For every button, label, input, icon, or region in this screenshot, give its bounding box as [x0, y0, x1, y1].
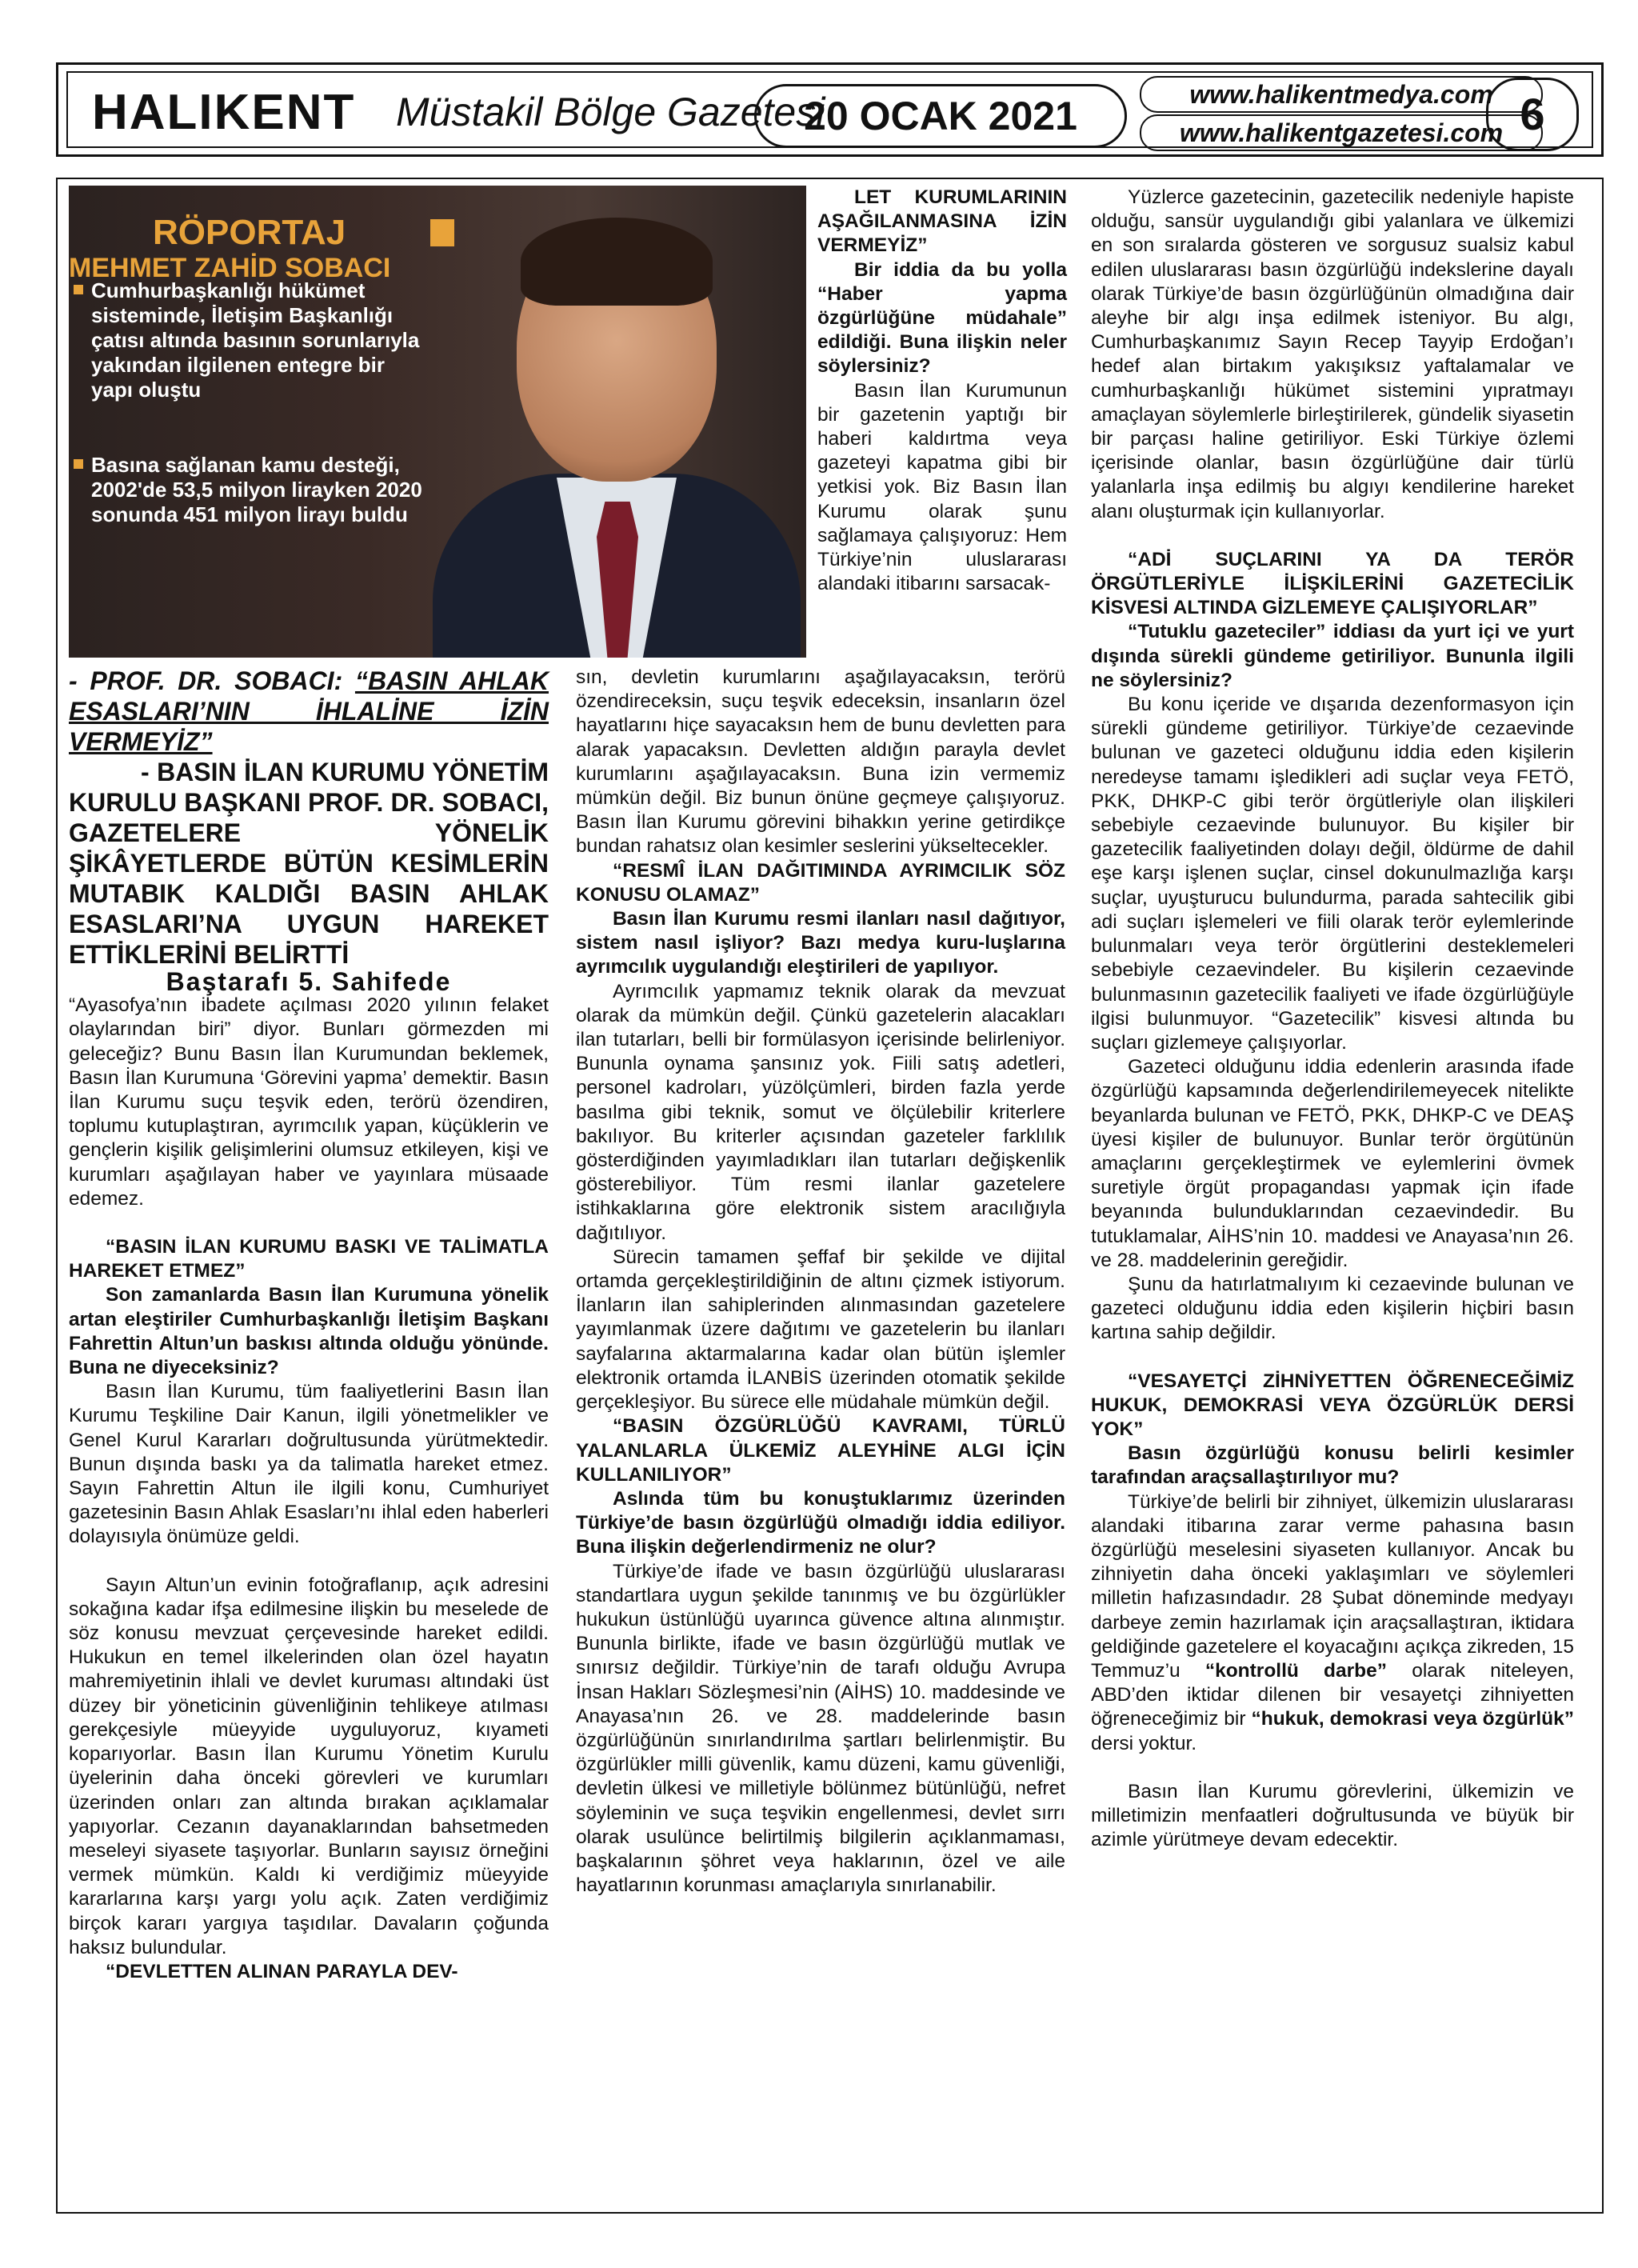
question: Aslında tüm bu konuştuklarımız üzerinden Türkiye’de basın özgürlüğü olmadığı iddia ediliyor. Buna ilişkin değerlendirmeniz ne olur? — [576, 1487, 1065, 1558]
page-number: 6 — [1486, 78, 1579, 151]
text-run-bold: “hukuk, demokrasi veya özgürlük” — [1251, 1708, 1574, 1730]
section-heading: “RESMÎ İLAN DAĞITIMINDA AYRIMCILIK SÖZ KONUSU OLAMAZ” — [576, 859, 1065, 906]
paragraph — [1091, 1490, 1574, 1756]
text-run-bold: “kontrollü darbe” — [1205, 1659, 1388, 1682]
text-run: dersi yoktur. — [1091, 1732, 1197, 1754]
bullet-icon — [74, 285, 83, 294]
bullet-icon — [74, 459, 83, 469]
section-heading: LET KURUMLARININ AŞAĞILANMASINA İZİN VERMEYİZ” — [817, 186, 1067, 257]
website-url-2[interactable]: www.halikentgazetesi.com — [1140, 114, 1543, 151]
question: “Tutuklu gazeteciler” iddiası da yurt içi ve yurt dışında sürekli gündeme getiriliyor. Bununla ilgili ne söylersiniz? — [1091, 621, 1574, 691]
paragraph: Sayın Altun’un evinin fotoğraflanıp, açık adresini sokağına kadar ifşa edilmesine ilişkin bu meselede de söz konusu mevzuat çerçevesinde hareket edildi. Hukukun en temel ilkelerinden olan özel hayatın mahremiyetinin ihlali ve devlet kuruması altındaki üst düzey bir yöneticinin güvenliğinin tehlikeye atılması gerekçesiyle müeyyide uyguluyoruz, kıyameti koparıyorlar. Basın İlan Kurumu Yönetim Kurulu üyelerinin daha önceki görevleri ve kurumları üzerinden onları zan altında bırakan açıklamalar yapıyorlar. Cezanın dayanaklarından bahsetmeden meseleyi siyasete taşıyorlar. Bunların sayısız örneğini vermek mümkün. Kaldı ki verdiğimiz müeyyide kararlarına karşı yargı yolu açık. Zaten verdiğimiz birçok kararı yargıya taşıdılar. Davaların çoğunda haksız bulundular. — [69, 1574, 549, 1958]
paragraph: Türkiye’de ifade ve basın özgürlüğü uluslararası standartlara uygun şekilde tanınmış ve bu özgürlükler hukukun üstünlüğü uyarınca güvence altına alınmıştır. Bununla birlikte, ifade ve basın özgürlüğü mutlak ve sınırsız değildir. Türkiye’nin de tarafı olduğu Avrupa İnsan Hakları Sözleşmesi’nin (AİHS) 10. maddesinde ve Anayasa’nın 26. ve 28. maddelerinde basın özgürlüğünün sınırlandırılma şartları belirlenmiştir. Bu özgürlükler milli güvenlik, kamu düzeni, kamu güvenliği, devletin ülkesi ve milletiyle bölünmez bütünlüğü, nefret söyleminin ve suça teşvikin engellenmesi, devlet sırrı olarak usulünce belirtilmiş bilgilerin açıklanmaması, başkalarının şöhret veya haklarının, özel ve aile hayatlarının korunması amaçlarıyla sınırlanabilir. — [576, 1560, 1065, 1897]
paragraph: Yüzlerce gazetecinin, gazetecilik nedeniyle hapiste olduğu, sansür uygulandığı gibi yalanlara ve ülkemizi en son sıralarda gösteren ve sorgusuz sualsiz kabul edilen uluslararası basın özgürlüğü indekslerine dayalı olarak Türkiye’de basın özgürlüğünün olmadığına dair aleyhe bir algı inşa edilmek isteniyor. Bu algı, Cumhurbaşkanımız Sayın Recep Tayyip Erdoğan’ı hedef alan birtakım yakışıksız yaftalamalar ve cumhurbaşkanlığı hükümet sistemini yıpratmayı amaçlayan söylemlerle birleştirilerek, gündelik siyasetin bir parçası haline getiriliyor. Eski Türkiye özlemi içerisinde olanlar, basın özgürlüğüne dair türlü yalanlarla inşa edilmiş bu algıyı kendilerine hareket alanı oluşturmak için kullanıyorlar. — [1091, 186, 1574, 522]
section-heading: “BASIN ÖZGÜRLÜĞÜ KAVRAMI, TÜRLÜ YALANLARLA ÜLKEMİZ ALEYHİNE ALGI İÇİN KULLANILIYOR” — [576, 1415, 1065, 1486]
column-1 — [69, 666, 549, 1984]
question: Basın özgürlüğü konusu belirli kesimler tarafından araçsallaştırılıyor mu? — [1091, 1442, 1574, 1489]
paragraph: Gazeteci olduğunu iddia edenlerin arasında ifade özgürlüğü kapsamında değerlendirilemeyecek nitelikte beyanlarda bulunan ve FETÖ, PKK, DHKP-C ve DEAŞ üyesi kişiler de bulunuyor. Bunlar terör örgütünün amaçlarını gerçekleştirmek ve eylemlerini övmek suretiyle örgüt propagandası yapmak için ifade beyanında bulunduklarından cezaevindedir. Bu tutuklamalar, AİHS’nin 10. maddesi ve Anayasa’nın 26. ve 28. maddelerinin gereğidir. — [1091, 1056, 1574, 1271]
portrait-hair — [521, 218, 713, 306]
text-run: olarak niteleyen, ABD’den iktidar dilenen bir vesayetçi zihniyetten öğreneceğimiz bir — [1091, 1659, 1574, 1730]
headline-1 — [69, 666, 549, 757]
paragraph: Ayrımcılık yapmamız teknik olarak da mevzuat olarak da mümkün değil. Çünkü gazetelerin alacakları ilan tutarları, belli bir formülasyon içerisinde belirleniyor. Bununla oynama şansınız yok. Fiili satış adetleri, personel kadroları, yüzölçümleri, birden fazla yerde basılma gibi teknik, somut ve ölçülebilir kriterlere bakılıyor. Bu kriterler açısından gazeteler farklılık gösterdiğinden yayımladıkları ilan tutarları değişkenlik gösterebiliyor. Tüm resmi ilanlar gazetelere istihkaklarına göre elektronik sistem aracılığıyla dağıtılıyor. — [576, 980, 1065, 1244]
paragraph: “Ayasofya’nın ibadete açılması 2020 yılının felaket olaylarından biri” diyor. Bunları görmezden mi geleceğiz? Bunu Basın İlan Kurumundan beklemek, Basın İlan Kurumuna ‘Görevini yapma’ demektir. Basın İlan Kurumu suçu teşvik eden, terörü özendiren, toplumu kutuplaştıran, ayrımcılık yapan, küçüklerin ve gençlerin kişilik gelişimlerini olumsuz etkileyen, kişi ve kurumları aşağılayan haber ve yayınlara müsaade edemez. — [69, 994, 549, 1210]
headline-1-lead: - PROF. DR. SOBACI: — [69, 666, 355, 695]
brand-title: HALIKENT — [92, 85, 356, 140]
question: Basın İlan Kurumu resmi ilanları nasıl dağıtıyor, sistem nasıl işliyor? Bazı medya kuru-luşlarına ayrımcılık uygulandığı eleştirileri de yapılıyor. — [576, 908, 1065, 978]
speech-bubble-icon — [430, 219, 454, 246]
paragraph: Basın İlan Kurumu, tüm faaliyetlerini Basın İlan Kurumu Teşkiline Dair Kanun, ilgili yönetmelikler ve Genel Kurul Kararları doğrultusunda yürütmektedir. Bunun dışında baskı ya da talimatla hareket etmez. Sayın Fahrettin Altun ile ilgili konu, Cumhuriyet gazetesinin Basın Ahlak Esasları’nı ihlal eden haberleri dolayısıyla önümüze geldi. — [69, 1381, 549, 1548]
section-heading: “ADİ SUÇLARINI YA DA TERÖR ÖRGÜTLERİYLE İLİŞKİLERİNİ GAZETECİLİK KİSVESİ ALTINDA GİZLEMEYE ÇALIŞIYORLAR” — [1091, 548, 1574, 619]
photo-tag: RÖPORTAJ — [153, 213, 346, 252]
column-3 — [1091, 186, 1574, 1852]
text-run: Türkiye’de belirli bir zihniyet, ülkemizin uluslararası alandaki itibarına zarar verme pahasına basın özgürlüğü meselesini siyaseten kullanıyor. Ancak bu zihniyetin daha önceki yaklaşımları ve söylemleri milletin hafızasındadır. 28 Şubat döneminde medyayı darbeye zemin hazırlamak için araçsallaştıran, iktidara geldiğinde gazetelere el koyacağını açıkça zikreden, 15 Temmuz’u — [1091, 1490, 1574, 1682]
question: Bir iddia da bu yolla “Haber yapma özgürlüğüne müdahale” edildiği. Buna ilişkin neler söylersiniz? — [817, 258, 1067, 378]
headline-1-quote: “BASIN AHLAK ESASLARI’NIN İHLALİNE İZİN VERMEYİZ” — [69, 666, 549, 756]
photo-name: MEHMET ZAHİD SOBACI — [69, 253, 391, 283]
paragraph: Basın İlan Kurumu görevlerini, ülkemizin ve milletimizin menfaatleri doğrultusunda ve büyük bir azimle yürütmeye devam edecektir. — [1091, 1780, 1574, 1851]
paragraph: Şunu da hatırlatmalıyım ki cezaevinde bulunan ve gazeteci olduğunu iddia eden kişilerin hiçbiri basın kartına sahip değildir. — [1091, 1273, 1574, 1344]
masthead — [56, 62, 1604, 157]
interview-photo — [69, 186, 806, 658]
paragraph: sın, devletin kurumlarını aşağılayacaksın, terörü özendireceksin, suçu teşvik edeceksin, insanların özel hayatlarını hiçe sayacaksın hem de bunu devletten para alarak yapacaksın. Devletten aldığın parayla devlet kurumlarını aşağılayacaksın. Buna izin vermemiz mümkün değil. Biz bunun önüne geçmeye çalışıyoruz. Basın İlan Kurumu görevini bihakkın yerine getirdikçe bundan rahatsız olan kesimler seslerini yükseltecekler. — [576, 666, 1065, 858]
photo-bullet-2: Basına sağlanan kamu desteği, 2002'de 53,5 milyon lirayken 2020 sonunda 451 milyon lirayı buldu — [91, 453, 422, 526]
masthead-inner — [66, 71, 1593, 148]
continued-note: Baştarafı 5. Sahifede — [166, 967, 452, 996]
column-2 — [576, 666, 1065, 1898]
section-heading: “VESAYETÇİ ZİHNİYETTEN ÖĞRENECEĞİMİZ HUKUK, DEMOKRASİ VEYA ÖZGÜRLÜK DERSİ YOK” — [1091, 1370, 1574, 1440]
brand-subtitle: Müstakil Bölge Gazetesi — [396, 90, 825, 134]
headline-2: - BASIN İLAN KURUMU YÖNETİM KURULU BAŞKANI PROF. DR. SOBACI, GAZETELERE YÖNELİK ŞİKÂYETLERDE BÜTÜN KESİMLERİN MUTABIK KALDIĞI BASIN AHLAK ESASLARI’NA UYGUN HAREKET ETTİKLERİNİ BELİRTTİ — [69, 758, 549, 969]
section-heading: “DEVLETTEN ALINAN PARAYLA DEV- — [106, 1960, 458, 1982]
paragraph: Basın İlan Kurumunun bir gazetenin yaptığı bir haberi kaldırtma veya gazeteyi kapatma gibi bir yetkisi yok. Biz Basın İlan Kurumu olarak şunu sağlamaya çalışıyoruz: Hem Türkiye’nin uluslararası alandaki itibarını sarsacak- — [817, 379, 1067, 595]
photo-bullet-1: Cumhurbaşkanlığı hükümet sisteminde, İletişim Başkanlığı çatısı altında basının sorunlarıyla yakından ilgilenen entegre bir yapı oluştu — [91, 278, 420, 402]
column-2-top — [817, 186, 1067, 596]
issue-date: 20 OCAK 2021 — [754, 84, 1127, 148]
paragraph: Sürecin tamamen şeffaf bir şekilde ve dijital ortamda gerçekleştirildiğinin de altını çizmek istiyorum. İlanların ilan sahiplerinden alınmasından gazetelere yayımlanmak üzere dağıtımı ve gazetelerin bu ilanları sayfalarına aktarmalarına kadar olan bütün işlemler elektronik ortamda İLANBİS üzerinden otomatik şekilde gerçekleşiyor. Bu sürece elle müdahale mümkün değil. — [576, 1246, 1065, 1414]
website-url-1[interactable]: www.halikentmedya.com — [1140, 76, 1543, 113]
section-heading: “BASIN İLAN KURUMU BASKI VE TALİMATLA HAREKET ETMEZ” — [69, 1236, 549, 1282]
question: Son zamanlarda Basın İlan Kurumuna yönelik artan eleştiriler Cumhurbaşkanlığı İletişim Başkanı Fahrettin Altun’un baskısı altında olduğu yönünde. Buna ne diyeceksiniz? — [69, 1284, 549, 1379]
paragraph: Bu konu içeride ve dışarıda dezenformasyon için sürekli gündeme getiriliyor. Türkiye’de cezaevinde bulunan ve gazeteci olduğunu iddia eden kişilerin neredeyse tamamı işledikleri adi suçlar veya FETÖ, PKK, DHKP-C gibi terör örgütleriyle olan ilişkileri sebebiyle cezaevinde bulunuyor. Bu kişiler bir gazetecilik faaliyetinden dolayı değil, öldürme de dahil eşe karşı işlenen suçlar, cinsel dokunulmazlığa karşı suçlar, uyuşturucu bulundurma, parada sahtecilik gibi adi suçları işlemeleri ve fiili olarak terör eylemlerinde bulunmaları veya terör örgütlerini desteklemeleri sebebiyle cezaevindeler. Bu kişilerin cezaevinde bulunmasının gazetecilik faaliyeti ve ifade özgürlüğüyle ilgisi bulunmuyor. “Gazetecilik” kisvesi altında bu suçları gizlemeye çalışıyorlar. — [1091, 694, 1574, 1054]
